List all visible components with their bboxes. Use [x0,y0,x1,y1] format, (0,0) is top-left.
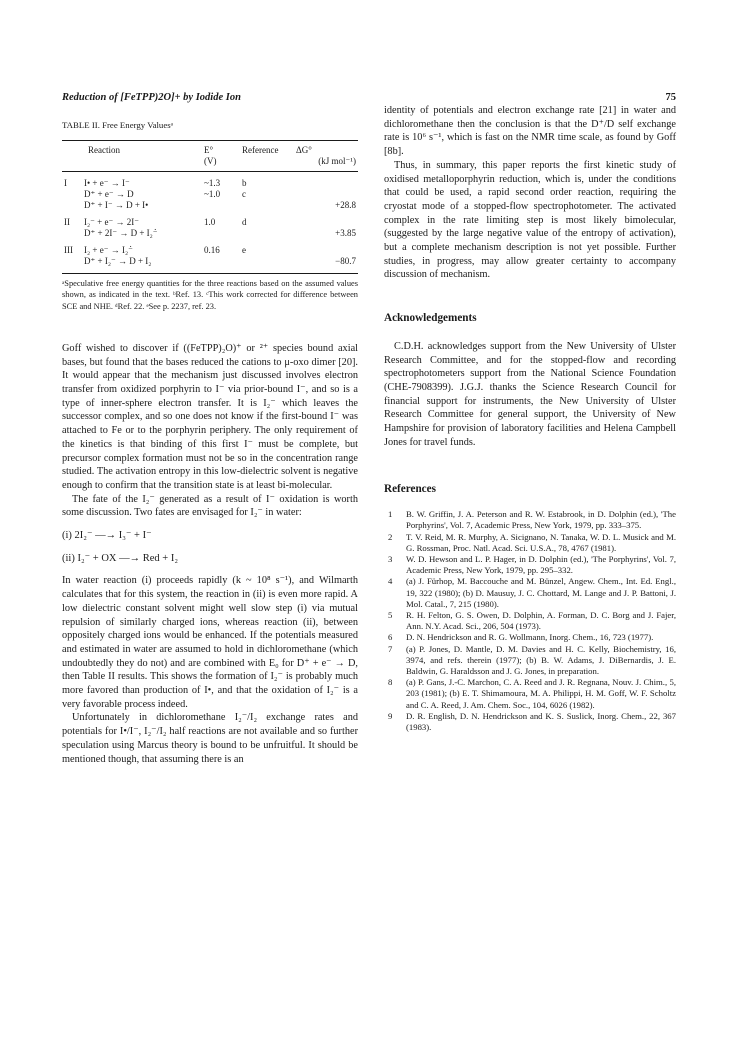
table-footnote: ᵃSpeculative free energy quantities for the three reactions based on the assumed values shown, as indicated in the text. ᵇRef. 13. ᶜThis work corrected for difference between SCE and NHE. ᵈRef. 22. ᵉSee p. 2237, ref. 23. [62,279,358,311]
body-paragraph: Unfortunately in dichloromethane I₂⁻/I₂ exchange rates and potentials for I•/I⁻, I₂⁻/I₂ half reactions are not available and so further speculation using Marcus theory is bound to be unfruitful. It should be mentioned though, that assuming there is an [62,712,358,765]
reference-item: 8 (a) P. Gans, J.-C. Marchon, C. A. Reed and J. R. Regnana, Nouv. J. Chim., 5, 203 (1981); (b) E. T. Shimamoura, M. A. Philippi, H. M. Goff, W. F. Scholtz and C. A. Reed, J. Am. Chem. Soc., 104, 6026 (1982). [388,677,676,710]
body-paragraph: In water reaction (i) proceeds rapidly (k ~ 10⁸ s⁻¹), and Wilmarth calculates that for this system, the reaction in (ii) is even more rapid. A low dielectric constant solvent might well slow step (i) via mutual repulsion of similarly charged ions, whereas reaction (ii), between oppositely charged ions would be enhanced. If the potentials measured and estimated in water are assumed to hold in dichloromethane (which undoubtedly they do not) and are combined with E₀ for D⁺ + e⁻ → D, then Table II results. This shows the formation of I₂⁻ is probably much more favored than production of I•, and that the oxidation of I₂⁻ is a very favorable process indeed. [62,575,358,710]
body-paragraph: Goff wished to discover if ((FeTPP)₂O)⁺ or ²⁺ species bound axial bases, but found that the bases reduced the cations to μ-oxo dimer [20]. It would appear that the mechanism just discussed involves electron transfer from oxidized porphyrin to I⁻ via prior-bound I⁻, and so is a type of inner-sphere electron transfer. It is I₂⁻ which leaves the successor complex, and so one does not know if the first-bound I⁻ was attached to Fe or to the porphyrin periphery. The only requirement of the kinetics is that binding of this first I⁻ must be complete, but precursor complex formation must not be so in the concentration range studied. The activation entropy in this low-dielectric solvent is negative enough to confirm that the transition state is at least bi-molecular. [62,342,358,491]
reference-item: 1 B. W. Griffin, J. A. Peterson and R. W. Estabrook, in D. Dolphin (ed.), 'The Porphyrins', Vol. 7, Academic Press, New York, 1979, pp. 333–375. [388,509,676,531]
th-e0-unit: (V) [204,156,217,166]
equation-i: (i) 2I₂⁻ —→ I₃⁻ + I⁻ [62,530,152,542]
running-title: Reduction of [FeTPP)2O]+ by Iodide Ion [62,92,241,103]
left-column [62,119,358,766]
table-row: II I₂⁻ + e⁻ → 2I⁻ 1.0 d [64,217,247,227]
table-row: III I₂ + e⁻ → I₂⁻̇ 0.16 e [64,245,246,255]
table-header-row [62,141,358,172]
body-paragraph: The fate of the I₂⁻ generated as a result of I⁻ oxidation is worth some discussion. Two fates are envisaged for I₂⁻ in water: [62,493,358,519]
body-paragraph: Thus, in summary, this paper reports the first kinetic study of oxidised metalloporphyrin reduction, which is, under the conditions that could be used, a rapid second order reaction, requiring the cryostat mode of a stopped-flow spectrophotometer. The activated complex in the rate limiting step is most likely bimolecular, (suggested by the large negative value of the entropy of activation), but a complete mechanism description is not yet possible. Further studies, in progress, may allow greater certainty to accompany discussion of mechanism. [384,159,676,281]
references-heading: References [384,483,436,496]
table-caption: TABLE II. Free Energy Valuesᵃ [62,120,174,130]
table-row: D⁺ + I₂⁻ → D + I₂ −80.7 [84,256,356,266]
th-dg: ΔG° [296,145,312,155]
acknowledgements-text: C.D.H. acknowledges support from the New University of Ulster Research Committee, and for the stopped-flow and recording spectrophotometers support from the National Science Foundation (CHE-7908399). J.G.J. thanks the Science Research Council for financial support for instruments, the New University of Ulster Research Committee for general support, the University of New Hampshire for provision of laboratory facilities and Helena Campbell Jones for travel funds. [384,340,676,448]
reference-item: 3 W. D. Hewson and L. P. Hager, in D. Dolphin (ed.), 'The Porphyrins', Vol. 7, Academic Press, New York, 1979, pp. 295–332. [388,553,676,576]
table-row: D⁺ + e⁻ → D ~1.0 c [84,189,246,199]
th-dg-unit: (kJ mol⁻¹) [318,156,356,166]
table-row: D⁺ + 2I⁻ → D + I₂⁻̇ +3.85 [84,228,356,238]
table-row: I I• + e⁻ → I⁻ ~1.3 b [64,178,247,188]
reference-item: 4 (a) J. Fürhop, M. Baccouche and M. Bünzel, Angew. Chem., Int. Ed. Engl., 19, 322 (1980); (b) D. Mausuy, J. C. Chottard, M. Lange and J. P. Battoni, J. Mol. Catal., 7, 215 (1980). [388,576,676,609]
right-column [384,104,676,733]
equation-ii: (ii) I₂⁻ + OX —→ Red + I₂ [62,552,178,564]
acknowledgements-heading: Acknowledgements [384,312,477,325]
reference-item: 2 T. V. Reid, M. R. Murphy, A. Sicignano, N. Tanaka, W. D. L. Musick and M. G. Rossman, Proc. Natl. Acad. Sci. U.S.A., 78, 4767 (1981). [388,531,676,553]
reference-list [384,509,676,733]
reference-item: 9 D. R. English, D. N. Hendrickson and K. S. Suslick, Inorg. Chem., 22, 367 (1983). [388,710,676,733]
reference-item: 5 R. H. Felton, G. S. Owen, D. Dolphin, A. Forman, D. C. Borg and J. Fajer, Ann. N.Y. Acad. Sci., 206, 504 (1973). [388,610,676,632]
free-energy-table [62,140,358,274]
reference-item: 7 (a) P. Jones, D. Mantle, D. M. Davies and H. C. Kelly, Biochemistry, 16, 3974, and refs. therein (1977); (b) B. W. Adams, J. DiBernardis, J. E. Baldwin, G. Haraldsson and J. G. Jones, in preparation. [388,643,676,677]
page-number: 75 [665,92,676,103]
th-reference: Reference [242,145,279,155]
body-paragraph: identity of potentials and electron exchange rate [21] in water and dichloromethane then the conclusion is that the D⁺/D self exchange rate is 10⁶ s⁻¹, which is fast on the NMR time scale, as found by Goff [8b]. [384,105,676,158]
th-reaction: Reaction [88,145,120,155]
table-row: D⁺ + I⁻ → D + I• +28.8 [84,200,356,210]
th-e0: E° [204,145,214,155]
reference-item: 6 D. N. Hendrickson and R. G. Wollmann, Inorg. Chem., 16, 723 (1977). [388,632,654,643]
